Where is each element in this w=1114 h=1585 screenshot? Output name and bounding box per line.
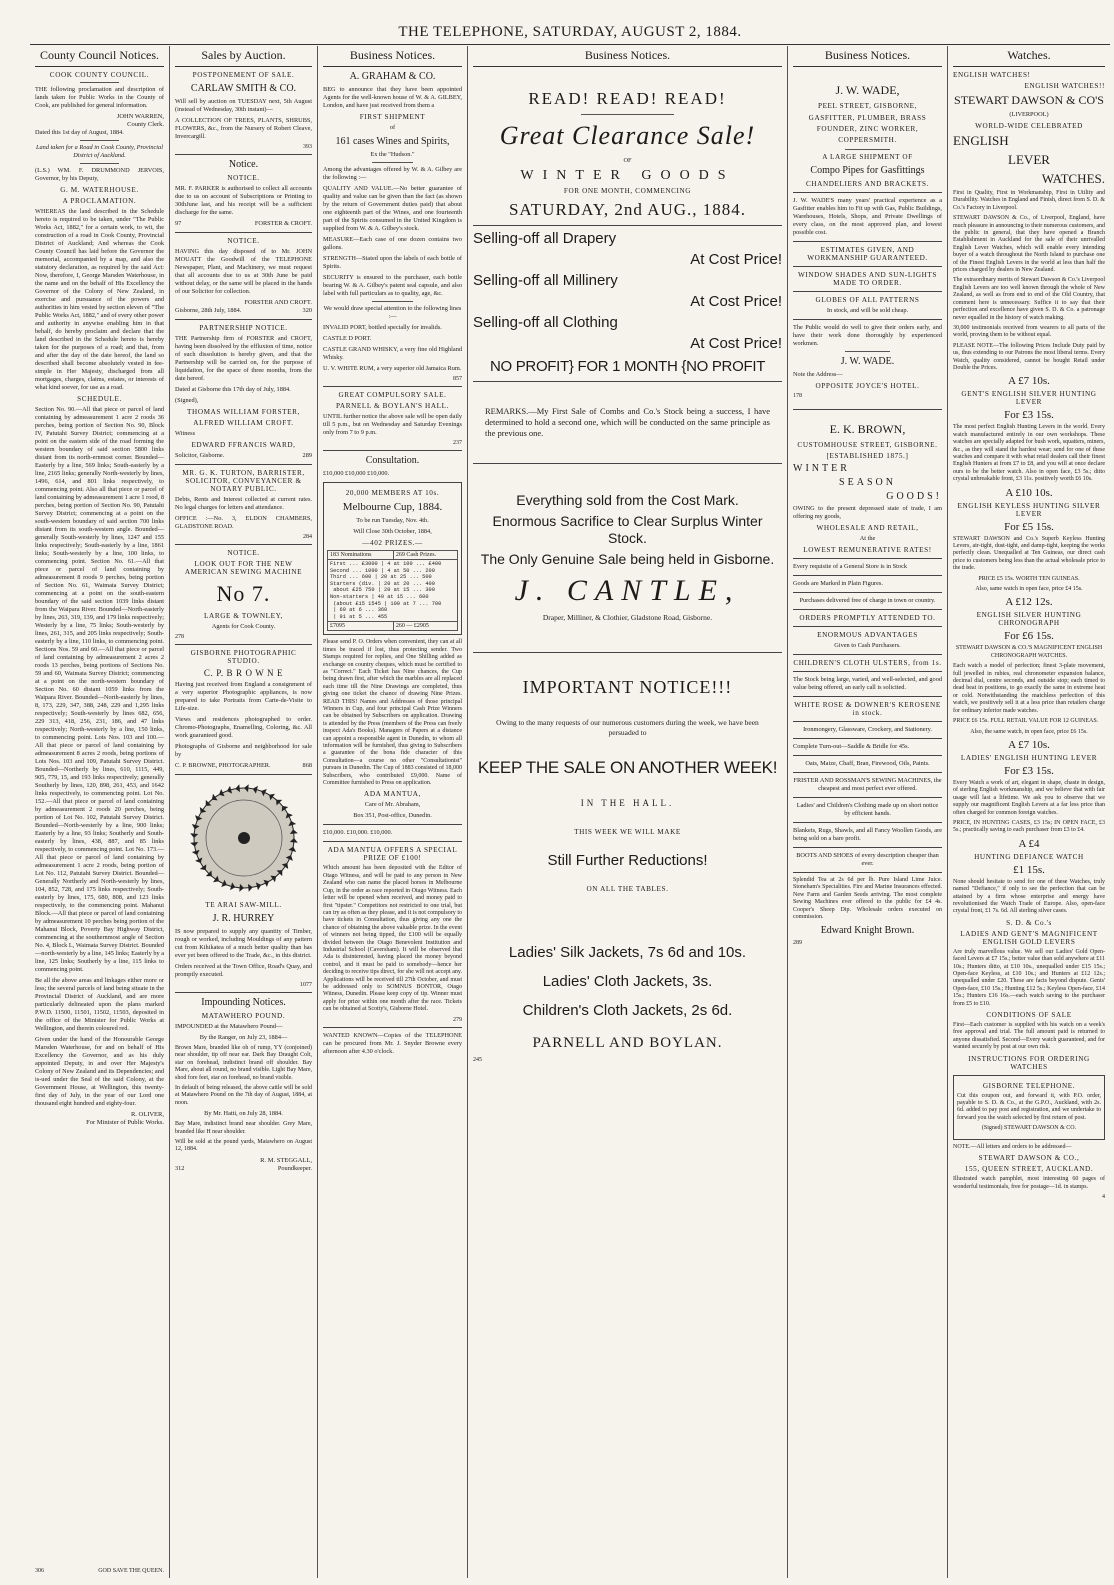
turton-office: OFFICE :—No. 3, ELDON CHAMBERS, GLADSTONE ROAD. <box>175 515 312 530</box>
ad-number: 278 <box>175 634 184 640</box>
important-notice: IMPORTANT NOTICE!!! <box>522 677 733 697</box>
invalid-port: INVALID PORT, bottled specially for invalids. <box>323 324 442 331</box>
hurrey-text: IS now prepared to supply any quantity of Timber, rough or worked, including Mouldings of any pattern cut from Kihikatea of a much better quality than has ever yet been offered to the Trade, &c., in this district. <box>175 928 312 959</box>
illustrated-line: Illustrated watch pamphlet, most interesting 60 pages of wonderful testimonials, free for postage—1d. in stamps. <box>953 1176 1105 1190</box>
carlaw-title: CARLAW SMITH & CO. <box>190 83 297 94</box>
parnell-boylan: PARNELL AND BOYLAN. <box>532 1035 723 1051</box>
money-row: £10,000. £10,000. £10,000. <box>323 829 393 837</box>
watch-desc: LADIES' ENGLISH HUNTING LEVER <box>960 753 1098 762</box>
for-price: For £3 15s. <box>1004 409 1054 422</box>
prize-table: 183 Nominations 269 Cash Prizes. First ... £3000 | 4 at 100 ... £400 Second ... 1000 | 4 at 50 ... 200 Third ... 600 | 20 at 25 ... 500 Starters (div. | 20 at 20 ... 400 about £25 750 | 20 at 15 ... 300 Non-starters | 40 at 15 ... 600 (about £15 1545 | 100 at 7 ... 700 | 60 at 6 ... 360 | 91 at 5 ... 455 £7095 260 — £2905 <box>327 550 458 631</box>
prizes-line: —402 PRIZES.— <box>362 539 423 547</box>
close-date: Will Close 30th October, 1884, <box>353 528 432 535</box>
notice-subheading: NOTICE. <box>227 174 260 182</box>
ad-number: 97 <box>175 220 182 227</box>
no7-title: No 7. <box>216 581 271 606</box>
no-profit-line: NO PROFIT} FOR 1 MONTH {NO PROFIT <box>489 358 766 375</box>
browne-text: Having just received from England a consignment of a very superior Photographic appliances, is now prepared to take Portraits from Carte-de-Visite to Life-size. <box>175 681 312 712</box>
price-heading: A £7 10s. <box>1008 375 1050 388</box>
wanted-known: WANTED KNOWN—Copies of the TELEPHONE can be procured from Mr. J. Snyder Browne every afternoon after 4.30 o'clock. <box>323 1031 462 1055</box>
column-watches <box>948 46 1110 1578</box>
for-price: For £6 15s. <box>1004 630 1054 643</box>
column-heading: Watches. <box>953 46 1105 67</box>
winter-goods: WINTER GOODS <box>520 168 735 183</box>
schedule-text: Section No. 90.—All that piece or parcel of land containing by admeasurement 1 acre 2 roods 36 perches, being portion of Section No. 90, Block IV, Patutahi Survey District; commencing at a point on the eastern side of the road forming the western boundary of said section 5800 links distant from its north-ernmost corner. Bounded—Easterly by a line, 569 links; South-easterly by a line, 2165 links; generally North-westerly by lines, 1496, 614, and 801 links respectively, to commencing point. Also all that piece or parcel of land containing by admeasurement 1 acre 1 rood, 8 perches, being portion of Section No. 90, Patutahi Survey District; commencing at a point on the south-western boundary of said section 700 links distant from its south-western angle. Bounded—generally South-westerly by lines, 1247 and 155 links respectively; South-easterly by a line, 1861 links; South-westerly by a line, 100 links, to commencing point. Section No. 61.—All that piece or parcel of land containing by admeasurement 8 roods 9 perches, being portion of Section No. 61, Waimata Survey District; commencing at a point on the south-eastern boundary of the said section 1039 links distant from the Waipara River. Bounded—North-easterly by lines, 263, 319, 139, and 179 links respectively; Westerly by a line, 75 links; South-westerly by lines, 261, 315, and 205 links respectively; South-easterly by a line, 110 links, to commencing point. Sections Nos. 59 and 60.—All that piece or parcel of land containing by admeasurement 2 acres 2 roods 13 perches, being portions of Sections No. 59 and 60, Waimata Survey District; commencing at a point on the north-western boundary of Section No. 60 distant 1059 links from the Waipara River. Bounded—North-easterly by lines, 8, 173, 229, 347, 388, 248, 229 and 1,295 links respectively; South-westerly by lines 682, 656, 229 313, 418, 256, 231, 186, and 47 links respectively; North-westerly by a line, 150 links, to commencing point. Lots Nos. 103 and 100.—All that piece or parcel of land containing by admeasurement 8 acres 2 roods, being portions of Lots Nos. 103 and 109, Patutahi Survey District. Bounded—Northerly by lines, 610, 1115, 449, 905, 779, 15, and 193 links respectively; generally Southerly by lines, 120, 898, 261, 453, and 1642 links respectively, to commencing point. Lot No. 152.—All that piece or parcel of land containing by admeasurement 2 roods 20 perches, being portion of Lot No. 102, Patutahi Survey District. Bounded—North-westerly by a line, 900 links; Easterly by a line, 93 links; Southerly and South-easterly by lines, 438, 887, and 85 links respectively, to commencing point. Lot No. 173.—All that piece or parcel of land containing by admeasurement 1 acre 2 roods, being portion of Lot No. 112, Patutahi Survey District. Bounded—Generally Northerly and North-westerly by lines, 104, 852, 728, and 175 links respectively; South-easterly by lines, 175, 680, 808, and 123 links respectively, to the commencing point. Mahanui Block.—All that piece or parcel of land containing by admeasurement 10 perches being portion of the Mahanui Block, Poverty Bay Highway District, commencing at the southernmost angle of Section No. 4, Block L, Waimata Survey District. Bounded—north-westerly by a line, 145 links; Easterly by a line, 125 links; Southerly by a line, 115 links to commencing point. <box>35 406 164 973</box>
blankets-line: Blankets, Rugs, Shawls, and all Fancy Woollen Goods, are being sold on a bare profit. <box>793 827 942 842</box>
turnout-line: Complete Turn-out—Saddle & Bridle for 45s. <box>793 743 910 750</box>
column-heading: Business Notices. <box>793 46 942 67</box>
conditions-heading: CONDITIONS OF SALE <box>986 1011 1072 1020</box>
first-quality: First in Quality, First in Workmanship, First in Utility and Durability. Watches in England and Finish, direct from S. D. & Co.'s Factory in Liverpool. <box>953 190 1105 211</box>
price-heading: A £12 12s. <box>1005 596 1053 609</box>
parker-notice: MR. F. PARKER is authorised to collect all accounts due to us on account of Subscriptions or Printing to 30thJune last, and his receipt will be a sufficient discharge for the same. <box>175 185 312 216</box>
partnership-dated: Dated at Gisborne this 17th day of July, 1884. <box>175 386 291 393</box>
price-line: PRICE £6 15s. FULL RETAIL VALUE FOR 12 GUINEAS. <box>953 718 1099 725</box>
this-week: THIS WEEK WE WILL MAKE <box>574 828 681 836</box>
gasfitter-line: GASFITTER, PLUMBER, BRASS FOUNDER, ZINC WORKER, COPPERSMITH. <box>808 114 927 144</box>
default-text: In default of being released, the above cattle will be sold at Matawhero Pound on the 7th day of August, 1884, at noon. <box>175 1085 312 1106</box>
lever-word: LEVER <box>1008 152 1050 167</box>
first-shipment: FIRST SHIPMENT <box>359 113 426 121</box>
ad-number: 320 <box>302 307 312 314</box>
goods-word: GOODS! <box>886 491 942 502</box>
watch-text: The most perfect English Hunting Levers in the world. Every watch manufactured entirely in our own workshops. These watches are specially adapted for bush work, squatters, miners, &c., as they will stand the hardest wear; send for one of these watches and compare it with what retail dealers call their finest English Hunters at from £7 to £8, and you will at once declare ours to be the better watch. Also in open face, £3 5s.; ditto crystal unbreakable front, £3 11s. positively worth £6 10s. <box>953 424 1105 483</box>
ad-number: 306 <box>35 1568 44 1574</box>
shipment-line: A LARGE SHIPMENT OF <box>822 153 913 161</box>
kerosene-line: WHITE ROSE & DOWNER'S KEROSENE in stock. <box>794 701 941 717</box>
bay-list: Bay Mare, indistinct brand near shoulder. Grey Mare, branded like H near shoulder. <box>175 1121 312 1135</box>
estimates-line: ESTIMATES GIVEN, AND WORKMANSHIP GUARANTEED. <box>807 246 928 262</box>
ada-text: Which amount has been deposited with the Editor of Otago Witness, and will be paid to any person in New Zealand who can name the placed horses in Melbourne Cup, in the order as race reported in Otago Witness. Each letter will be opened when received, and money paid to first "tipster." Competitors not restricted to one trial, but can try as often as they please, and it is not compulsory to have tickets in Consultation, thus giving any one the chance of obtaining the above valuable prize. In the event of winners not being tipped, the £100 will be equally divided between the Otago Benevolent Institution and Industrial School (Caversham). It will be observed that Ada is disinterested, having placed the money beyond control, and it must be paid to somebody—hence her deciding to receive tips direct, for she will not accept any. Applications will be received till 27th October, and must be addressed only to SOMNUS BONTOR, Otago Witness, Dunedin. Please keep copy of tip. Winner must apply for prize within one month after the race. Tickets can be obtained at Scotty's, Gisborne Hotel. <box>323 865 462 1013</box>
castle-d-port: CASTLE D PORT. <box>323 335 372 342</box>
enormous-advantages: ENORMOUS ADVANTAGES <box>817 631 918 639</box>
for-price: £1 15s. <box>1013 863 1045 876</box>
castle-grand: CASTLE GRAND WHISKY, a very fine old Highland Whisky. <box>323 346 462 361</box>
masthead-title: THE TELEPHONE, SATURDAY, AUGUST 2, 1884. <box>30 24 1110 45</box>
in-the-hall: IN THE HALL. <box>580 798 675 808</box>
graham-title: A. GRAHAM & CO. <box>349 71 436 82</box>
browne-photos: Photographs of Gisborne and neighborhood for sale by <box>175 743 312 758</box>
queen-street: 155, QUEEN STREET, AUCKLAND. <box>964 1165 1094 1174</box>
ad-number: 289 <box>302 452 312 459</box>
watch-desc: GENT'S ENGLISH SILVER HUNTING LEVER <box>961 390 1097 407</box>
stock-text: The Stock being large, varied, and well-selected, and good value being offered, an early call is solicited. <box>793 676 942 691</box>
large-townley: LARGE & TOWNLEY, <box>204 612 283 620</box>
table-rows: First ... £3000 | 4 at 100 ... £400 Second ... 1000 | 4 at 50 ... 200 Third ... 600 | 20 at 25 ... 500 Starters (div. | 20 at 20 ... 400 about £25 750 | 20 at 15 ... 300 Non-starters | 40 at 15 ... 600 (about £15 1545 | 100 at 7 ... 700 | 60 at 6 ... 360 | 91 at 5 ... 455 <box>330 561 442 620</box>
melbourne-cup: Melbourne Cup, 1884. <box>342 501 443 513</box>
minister-line: For Minister of Public Works. <box>86 1119 164 1126</box>
schedule-heading: SCHEDULE. <box>77 395 122 403</box>
all-tables: ON ALL THE TABLES. <box>586 885 669 893</box>
great-clearance: Great Clearance Sale! <box>499 121 756 150</box>
cloth-jackets: Ladies' Cloth Jackets, 3s. <box>542 973 713 990</box>
cup-text: Please send P. O. Orders when convenient, they can at all times be traced if lost, thus protecting sender. Two Stamps required for replies, and One Shilling added as exchange on country cheques, which must be certified to as "Correct." Each Ticket has Nine chances, the Cup being drawn first, after which the marbles are all replaced each time till the Nine Drawings are completed, thus giving one ticket the chance of drawing Nine Prizes. READ THIS! Names and Addresses of those principal Winners in Cup, and four principal Cash Prize Winners can be obtained by Subscribers on application. Drawing is attended by the Press (members of the Press can freely inspect Ada's Books). Managers of Papers at a distance can appoint a responsible agent in Dunedin, to whom all information will be furnished, thus giving to Subscribers a guarantee of the bona fide character of this Consultation—a course no other "Consultationist" pursues in Dunedin. The Cup of 1883 consisted of 18,000 Subscribers, who contributed £9,000. Name of Committee furnished to Press on application. <box>323 639 462 787</box>
uv-rum: U. V. WHITE RUM, a very superior old Jamaica Rum. <box>323 365 462 372</box>
intro-text: THE following proclamation and description of lands taken for Public Works in the County of Cook, are published for general information. <box>35 86 164 109</box>
column-heading: County Council Notices. <box>35 46 164 67</box>
goods-marked: Goods are Marked in Plain Figures. <box>793 580 883 587</box>
ladies-clothing: Ladies' and Children's Clothing made up on short notice by efficient hands. <box>796 802 939 817</box>
notice-subheading: NOTICE. <box>227 549 260 557</box>
sold-text: Will be sold at the pound yards, Matawhero on August 12, 1884. <box>175 1139 312 1153</box>
ada-care: Care of Mr. Abraham, <box>364 801 421 809</box>
ad-number: 393 <box>303 144 312 150</box>
note-address: Note the Address— <box>793 371 843 378</box>
ada-box: Box 351, Post-office, Dunedin. <box>353 812 432 820</box>
watches-word: WATCHES. <box>1041 171 1105 186</box>
special-text: We would draw special attention to the following lines :— <box>323 305 462 320</box>
ad-number: 857 <box>453 376 462 382</box>
column-business-notices-2 <box>788 46 948 1578</box>
for-price: For £5 15s. <box>1004 520 1054 533</box>
chandeliers: CHANDELIERS AND BRACKETS. <box>805 180 930 188</box>
animals-list: Brown Mare, branded like oh of rump, YY (conjoined) near shoulder, tip off near ear. Dark Bay Draught Colt, star on forehead, indistinct brand off shoulder. Bay Mare, about all round, no brand visible. Light Bay Mare, shod fore feet, star on forehead, no brand visible. <box>175 1045 312 1081</box>
money-row: £10,000 £10,000 £10,000. <box>323 470 390 477</box>
watch-text: Each watch a model of perfection; finest 3-plate movement, full jewelled in rubies, real chronometer expansion balance, decimal dial, centre seconds, and outside stop; each timed to dead beat in positions, to go exactly the same in extreme heat or cold. Notwithstanding the matchless perfection of this watch, we positively sell it at a less price than retailers charge for ordinary inferior made watches. <box>953 663 1105 714</box>
cost-price: At Cost Price! <box>690 293 782 310</box>
remarks-text: REMARKS.—My First Sale of Combs and Co.'s Stock being a success, I have determined to hold a second one, which will be conducted on the same principle as the previous one. <box>485 406 770 438</box>
strength-text: STRENGTH—Stated upon the labels of each bottle of Spirits. <box>323 255 462 270</box>
impounded-line: IMPOUNDED at the Matawhero Pound— <box>175 1023 283 1030</box>
carlaw-text: Will sell by auction on TUESDAY next, 5th August (instead of Wednesday, 30th instant)— <box>175 98 312 113</box>
photo-studio-heading: GISBORNE PHOTOGRAPHIC STUDIO. <box>190 649 297 665</box>
wade-name: J. W. WADE. <box>840 356 895 367</box>
sdco-line: S. D. & Co.'s <box>1006 918 1052 927</box>
wade-text: J. W. WADE'S many years' practical experience as a Gasfitter enables him to Fit up with Gas, Public Buildings, Warehouses, Hotels, Shops, and Private Dwellings of every class, on the most approved plan, and lowest possible cost. <box>793 197 942 236</box>
coupon-text: Cut this coupon out, and forward it, with P.O. order, payable to S. D. & Co., at the G.P.O., Auckland, with 2s. 6d. added to pay post and registration, and we undertake to forward you the watch selected by first return of post. <box>957 1092 1101 1121</box>
postponement-heading: POSTPONEMENT OF SALE. <box>192 71 295 79</box>
notice-subheading: NOTICE. <box>227 237 260 245</box>
misc-list: Splendid Tea at 2s 6d per lb. Pure Island Lime Juice. Stoneham's Specialities. Fire and Marine Insurances effected. New Farm and Garden Seeds arriving. The most complete Sewing Machines ever offered to the public for £4 4s. Cooper's Sheep Dip. Wholesale orders executed on commission. <box>793 877 942 921</box>
children-jackets: Children's Cloth Jackets, 2s 6d. <box>522 1002 733 1019</box>
run-date: To be run Tuesday, Nov. 4th. <box>356 517 429 524</box>
customhouse-street: CUSTOMHOUSE STREET, GISBORNE. <box>797 441 938 449</box>
window-shades: WINDOW SHADES AND SUN-LIGHTS MADE TO ORDER. <box>797 271 938 287</box>
deputy-name: G. M. WATERHOUSE. <box>60 186 139 194</box>
watch-subhead: STEWART DAWSON & CO.'S MAGNIFICENT ENGLISH CHRONOGRAPH WATCHES. <box>955 645 1103 659</box>
proclamation-heading: A PROCLAMATION. <box>62 197 137 205</box>
ad-number: 245 <box>473 1057 482 1063</box>
established-line: [ESTABLISHED 1875.] <box>826 452 909 460</box>
impounding-heading: Impounding Notices. <box>201 997 286 1008</box>
sd-paragraph: The extraordinary merits of Stewart Dawson & Co.'s Liverpool English Levers are too well known through the whole of New Zealand, as well as from end to end of the Old Country, that comment here is unnecessary. Suffice it to say that their perfection and excellence have given S. D. & Co. a patronage never equalled in the history of watch making. <box>953 277 1105 321</box>
measure-text: MEASURE—Each case of one dozen contains two gallons. <box>323 236 462 251</box>
english-word: ENGLISH <box>953 133 1009 148</box>
winter-word: WINTER <box>793 463 850 474</box>
members-line: 20,000 MEMBERS AT 10s. <box>345 489 440 497</box>
instructions-heading: INSTRUCTIONS FOR ORDERING WATCHES <box>968 1054 1090 1071</box>
turton-title: MR. G. K. TURTON, BARRISTER, SOLICITOR, CONVEYANCER & NOTARY PUBLIC. <box>182 469 305 493</box>
wholesale-retail: WHOLESALE AND RETAIL, <box>816 524 919 532</box>
draper-line: Draper, Milliner, & Clothier, Gladstone Road, Gisborne. <box>542 613 713 622</box>
signature: JOHN WARREN, <box>116 113 164 120</box>
given-text: Given under the hand of the Honourable George Marsden Waterhouse, for and on behalf of His Excellency the Governor, and as his duly appointed Deputy, in and over Her Majesty's Colony of New Zealand and its Dependencies; and is-ued under the Seal of the said Colony, at the Government House, at Wellington, this twenty-first day of July, in the year of our Lord one thousand eight hundred and eighty-four. <box>35 1036 164 1107</box>
column-heading: Business Notices. <box>473 46 782 67</box>
watch-desc: HUNTING DEFIANCE WATCH <box>974 852 1084 861</box>
signed-line: (Signed), <box>175 397 199 404</box>
ad-number: 1077 <box>300 982 312 988</box>
forster-croft-sig: FORSTER AND CROFT. <box>244 299 312 306</box>
watch-text: None should hesitate to send for one of these Watches, truly named "Defiance," if only to see the perfection that can be attained by a firm whose enterprise and energy have revolutionised the Watch Trade of Europe. Also, open-face crystal front, £1 7s. 6d. All sterling silver cases. <box>953 878 1105 915</box>
sewing-machines: FRISTER AND ROSSMAN'S SEWING MACHINES, the cheapest and most perfect ever offered. <box>793 777 942 792</box>
season-word: SEASON <box>839 477 896 488</box>
every-requisite: Every requisite of a General Store is in Stock <box>793 563 908 570</box>
gold-levers-text: Are truly marvellous value. We sell our Ladies' Gold Open-faced Levers at £7 15s.; better value than sold anywhere at £11 10s.; Hunters ditto, at £10 10s., unequalled under £15 15s.; Open-face Keyless, at £10 10s.; and Hunters at £12 12s.; unequalled under £20. These are facts beyond dispute. Gents' Open-face, £10 15s.; Hunting £12 5s.; Keyless Open-face, £14 15s.; Hunters £16 16s.—each watch saving to the purchaser from £5 to £10. <box>953 948 1105 1007</box>
sdc-address: STEWART DAWSON & CO., <box>978 1154 1080 1163</box>
for-price: For £3 15s. <box>1004 764 1054 777</box>
until-text: UNTIL further notice the above sale will be open daily till 5 p.m., but on Wednesday and Saturday Evenings only from 7 to 9 p.m. <box>323 413 462 436</box>
ad-number: 4 <box>1102 1193 1105 1200</box>
date-line: Gisborne, 28th July, 1884. <box>175 307 242 314</box>
graham-text: BEG to announce that they have been appointed Agents for the well-known house of W. & A. GILBEY, London, and have just received from them a <box>323 86 462 109</box>
worldwide: WORLD-WIDE CELEBRATED <box>975 122 1083 130</box>
column-county-council <box>30 46 170 1578</box>
owing-text: Owing to the many requests of our numerous customers during the week, we have been persuaded to <box>496 718 759 737</box>
gold-levers-heading: LADIES AND GENT'S MAGNIFICENT ENGLISH GOLD LEVERS <box>960 929 1098 946</box>
land-title: Land taken for a Road in Cook County, Provincial District of Auckland. <box>36 144 163 159</box>
watch-text: Every Watch a work of art, elegant in shape, chaste in design, of sterling English workmanship, and we believe that with fair usage will last a lifetime. We ask you to observe that we supply our magnificent English Levers at a far less price than often charged for common foreign watches. <box>953 779 1105 816</box>
genuine-sale: The Only Genuine Sale being held in Gisborne. <box>480 551 775 567</box>
ad-number: 284 <box>303 534 312 540</box>
price-line: PRICE £5 15s. WORTH TEN GUINEAS. <box>978 575 1080 582</box>
ekb-signature: Edward Knight Brown. <box>820 925 915 937</box>
coupon-signed: (Signed) STEWART DAWSON & CO. <box>981 1125 1077 1132</box>
oliver-signature: R. OLIVER, <box>130 1111 164 1118</box>
column-heading: Sales by Auction. <box>175 46 312 67</box>
ls-line: (L.S.) WM. F. DRUMMOND JERVOIS, Governor, by his Deputy, <box>35 167 164 182</box>
drapery-line: Selling-off all Drapery <box>473 230 617 247</box>
price-heading: A £7 10s. <box>1008 738 1050 751</box>
table-total: 260 <box>395 623 405 630</box>
table-header: 269 Cash Prizes. <box>393 551 457 560</box>
hatti-line: By Mr. Hatti, on July 28, 1884. <box>204 1110 283 1118</box>
signatory: THOMAS WILLIAM FORSTER, <box>187 408 300 416</box>
of-line: of <box>389 124 396 131</box>
mouatt-notice: HAVING this day disposed of to Mr. JOHN MOUATT the Goodwill of the TELEPHONE Newspaper, Plant, and Machinery, we must request that all accounts due to us at 30th June be paid without delay, or the same will be placed in the hands of our Solicitor for collection. <box>175 248 312 295</box>
ad-number: 178 <box>793 393 802 399</box>
boots-line: BOOTS AND SHOES of every description cheaper than ever. <box>796 852 939 867</box>
everything-sold: Everything sold from the Cost Mark. <box>516 492 739 508</box>
given-cash: Given to Cash Purchasers. <box>834 642 901 649</box>
globes-line: GLOBES OF ALL PATTERNS <box>815 296 920 304</box>
please-note: PLEASE NOTE—The following Prices Include Duty paid by us, thus extending to our Patrons the most liberal terms. Every Watch, quality considered, cannot be bought Retail under Double the Prices. <box>953 342 1105 371</box>
god-save-queen: GOD SAVE THE QUEEN. <box>98 1568 164 1574</box>
cost-price: At Cost Price! <box>690 335 782 352</box>
compulsory-sale: GREAT COMPULSORY SALE. <box>338 391 447 399</box>
ada-mantua: ADA MANTUA, <box>364 790 421 799</box>
read-heading: READ! READ! READ! <box>528 89 727 108</box>
price-heading: A £10 10s. <box>1005 486 1053 499</box>
browne-signature: C. P. BROWNE, PHOTOGRAPHER. <box>175 762 271 769</box>
ironmongery: Ironmongery, Glassware, Crockery, and Stationery. <box>803 726 932 733</box>
parnell-hall: PARNELL & BOYLAN'S HALL. <box>336 402 449 410</box>
testimonials: 30,000 testimonials received from wearers to all parts of the world, proving them to be without equal. <box>953 324 1105 339</box>
silk-jackets: Ladies' Silk Jackets, 7s 6d and 10s. <box>508 944 747 961</box>
keep-sale: KEEP THE SALE ON ANOTHER WEEK! <box>477 758 778 777</box>
table-total: £7095 <box>328 622 394 631</box>
purchases-delivered: Purchases delivered free of charge in town or country. <box>799 597 936 604</box>
poundkeeper-line: Poundkeeper. <box>277 1164 312 1172</box>
watch-desc: ENGLISH SILVER HUNTING CHRONOGRAPH <box>976 611 1082 628</box>
peel-street: PEEL STREET, GISBORNE, <box>817 102 918 110</box>
signature-title: County Clerk. <box>127 121 164 128</box>
sawmill-title: TE ARAI SAW-MILL. <box>205 901 282 909</box>
children-ulsters: CHILDREN'S CLOTH ULSTERS, from 1s. <box>793 659 942 667</box>
opposite-joyce: OPPOSITE JOYCE'S HOTEL. <box>815 382 920 390</box>
clothing-line: Selling-off all Clothing <box>473 314 618 331</box>
column-cantle-sale <box>468 46 788 1578</box>
oats-line: Oats, Maize, Chaff, Bran, Firewood, Oils, Paints. <box>805 760 930 767</box>
ad-number: 868 <box>302 762 312 769</box>
ad-number: 289 <box>793 940 802 947</box>
ad-number: 237 <box>453 440 462 446</box>
enormous-sacrifice: Enormous Sacrifice to Clear Surplus Winter Stock. <box>492 513 763 546</box>
liverpool: (LIVERPOOL) <box>1009 111 1049 118</box>
hurrey-title: J. R. HURREY <box>212 913 275 924</box>
cantle-name: J. CANTLE, <box>514 574 741 607</box>
lowest-rates: LOWEST REMUNERATIVE RATES! <box>803 546 932 554</box>
price-heading: A £4 <box>1018 837 1040 850</box>
hurrey-orders: Orders received at the Town Office, Road's Quay, and promptly executed. <box>175 963 312 978</box>
ad-number: 312 <box>175 1164 185 1172</box>
note-line: NOTE.—All letters and orders to be addressed— <box>953 1143 1072 1150</box>
proclamation-text: WHEREAS the land described in the Schedule hereto is required to be taken, under "The Public Works Act, 1882," for a certain work, to wit, the construction of a road in Cook County, Provincial District of Auckland; And whereas the Cook County Council has laid before the Governor the memorial, accompanied by a map, and also the statutory declaration, as required by the said Act: Now, therefore, I, George Marsden Waterhouse, in the name and on the behalf of His Excellency the Governor of the Colony of New Zealand, in exercise and pursuance of the powers and authorities in him vested by section eleven of "The Public Works Act, 1882," and of every other power and authority in anywise enabling him in that behalf, do hereby proclaim and declare that the land described in the Schedule hereto is hereby taken for the purposes of a road; and that, from and after the day of the date hereof, the land so described shall become absolutely vested in fee-simple in Her Majesty, discharged from all mortgages, charges, claims, estates, or interests of what kind soever, for use as a road. <box>35 208 164 391</box>
at-the: At the <box>859 535 876 542</box>
collection-text: A COLLECTION OF TREES, PLANTS, SHRUBS, FLOWERS, &c., from the Nursery of Robert Cleave, Invercargill. <box>175 117 312 140</box>
lookout-text: LOOK OUT FOR THE NEW AMERICAN SEWING MACHINE <box>184 560 303 576</box>
saturday-date: SATURDAY, 2nd AUG., 1884. <box>508 200 747 219</box>
of-line: OF <box>623 157 632 164</box>
council-title: COOK COUNTY COUNCIL. <box>49 71 150 79</box>
ad-number: 279 <box>453 1016 462 1023</box>
millinery-line: Selling-off all Millinery <box>473 272 618 289</box>
ex-hudson: Ex the "Hudson." <box>370 151 415 158</box>
stewart-dawson-title: STEWART DAWSON & CO'S <box>954 93 1104 107</box>
browne-title: C. P. B R O W N E <box>203 668 284 678</box>
ranger-line: By the Ranger, on July 23, 1884— <box>199 1034 288 1041</box>
sd-paragraph: STEWART DAWSON & Co., of Liverpool, England, have much pleasure in announcing to their numerous customers, and the public in general, that they have opened a Branch Establishment in Auckland for the sale of their unrivalled English Lever Watches, which will enable every intending buyer of a watch throughout the North Island to purchase one of the Finest English Levers in the world at less than half the prices charged by dealers in New Zealand. <box>953 215 1105 274</box>
watch-desc: ENGLISH KEYLESS HUNTING SILVER LEVER <box>957 501 1101 518</box>
english-watches: ENGLISH WATCHES!! <box>1024 82 1105 90</box>
conditions-text: First—Each customer is supplied with his watch on a week's free approval and trial. The full amount paid is returned to anyone dissatisfied. Second—Every watch guaranteed, and for wanted securely by post at our own risk. <box>953 1022 1105 1051</box>
solicitor-line: Solicitor, Gisborne. <box>175 452 225 459</box>
partnership-heading: PARTNERSHIP NOTICE. <box>199 324 288 332</box>
signatory: ALFRED WILLIAM CROFT. <box>193 419 294 427</box>
table-total: £2905 <box>413 623 429 630</box>
english-watches: ENGLISH WATCHES! <box>953 71 1031 79</box>
wade-title: J. W. WADE, <box>835 83 900 97</box>
agents-line: Agents for Cook County. <box>211 623 276 630</box>
watch-text: STEWART DAWSON and Co.'s Superb Keyless Hunting Levers, air-tight, dust-tight, and damp-tight, keeping the works perfectly clean. Unequalled at Ten Guineas, our direct cash price to customers being less than the actual wholesale price to the trade. <box>953 535 1105 572</box>
brown-title: E. K. BROWN, <box>829 422 906 436</box>
further-reductions: Still Further Reductions! <box>547 852 708 869</box>
coupon-title: GISBORNE TELEPHONE. <box>982 1081 1076 1090</box>
instock-line: In stock, and will be sold cheap. <box>826 307 909 314</box>
also-line: Also, same watch in open face, price £4 15s. <box>975 586 1083 593</box>
steggall-sig: R. M. STEGGALL, <box>260 1156 312 1164</box>
ada-offers: ADA MANTUA OFFERS A SPECIAL PRIZE OF £100! <box>327 846 458 863</box>
compo-pipes: Compo Pipes for Gasfittings <box>810 165 925 176</box>
security-text: SECURITY is ensured to the purchaser, each bottle bearing W. & A. Gilbey's patent seal capsule, and also label with full particulars as to quality, age, &c. <box>323 274 462 297</box>
witness-name: EDWARD FFRANCIS WARD, <box>191 441 296 449</box>
notice-heading: Notice. <box>228 159 259 170</box>
browne-views: Views and residences photographed to order. Chromo-Photographs, Enamelling, Coloring, &c. All work guaranteed good. <box>175 716 312 739</box>
month-line: FOR ONE MONTH, COMMENCING <box>563 187 692 195</box>
partnership-text: THE Partnership firm of FORSTER and CROFT, having been dissolved by the effluxion of time, notice of such dissolution is hereby given, and that the Partnership will be carried on, for the purpose of liquidation, for the space of three months, from the date hereof. <box>175 335 312 382</box>
witness-label: Witness <box>175 430 196 437</box>
plans-text: Be all the above areas and linkages either more or less; the several parcels of land being situate in the Provincial District of Auckland, and are more particularly delineated upon the plans marked P.W.D. 11500, 11501, 11502, 11503, deposited in the office of the Minister for Public Works at Wellington, and therein coloured red. <box>35 977 164 1032</box>
cases-line: 161 cases Wines and Spirits, <box>335 136 450 147</box>
orders-line: ORDERS PROMPTLY ATTENDED TO. <box>799 614 936 622</box>
table-header: 183 Nominations <box>328 551 394 560</box>
consultation-heading: Consultation. <box>365 455 420 466</box>
also-line: Also, the same watch, in open face, price £6 15s. <box>970 728 1088 735</box>
column-business-notices-1 <box>318 46 468 1578</box>
turton-text: Debts, Rents and Interest collected at current rates. No legal charges for letters and attendance. <box>175 496 312 511</box>
quality-text: QUALITY AND VALUE.—No better guarantee of quality and value can be given than the fact (as shown by the return of Government duties paid) that about one eighteenth part of the Wines, and one fourteenth part of the Spirits consumed in the United Kingdom is supplied from W. & A. Gilbey's stock. <box>323 185 462 232</box>
dated-line: Dated this 1st day of August, 1884. <box>35 129 124 136</box>
public-text: The Public would do well to give their orders early, and have their work done thoroughly by experienced workmen. <box>793 324 942 347</box>
price-line: PRICE, IN HUNTING CASES, £3 15s; IN OPEN FACE, £3 5s.; practically saving to each purchaser from £3 to £4. <box>953 819 1105 834</box>
matawhero-pound: MATAWHERO POUND. <box>201 1012 286 1020</box>
cost-price: At Cost Price! <box>690 251 782 268</box>
among-text: Among the advantages offered by W. & A. Gilbey are the following :— <box>323 166 462 181</box>
owing-text: OWING to the present depressed state of trade, I am offering my goods, <box>793 505 942 520</box>
forster-croft-sig: FORSTER & CROFT. <box>254 220 312 227</box>
saw-blade-icon <box>189 783 299 893</box>
column-sales-by-auction <box>170 46 318 1578</box>
column-heading: Business Notices. <box>323 46 462 67</box>
